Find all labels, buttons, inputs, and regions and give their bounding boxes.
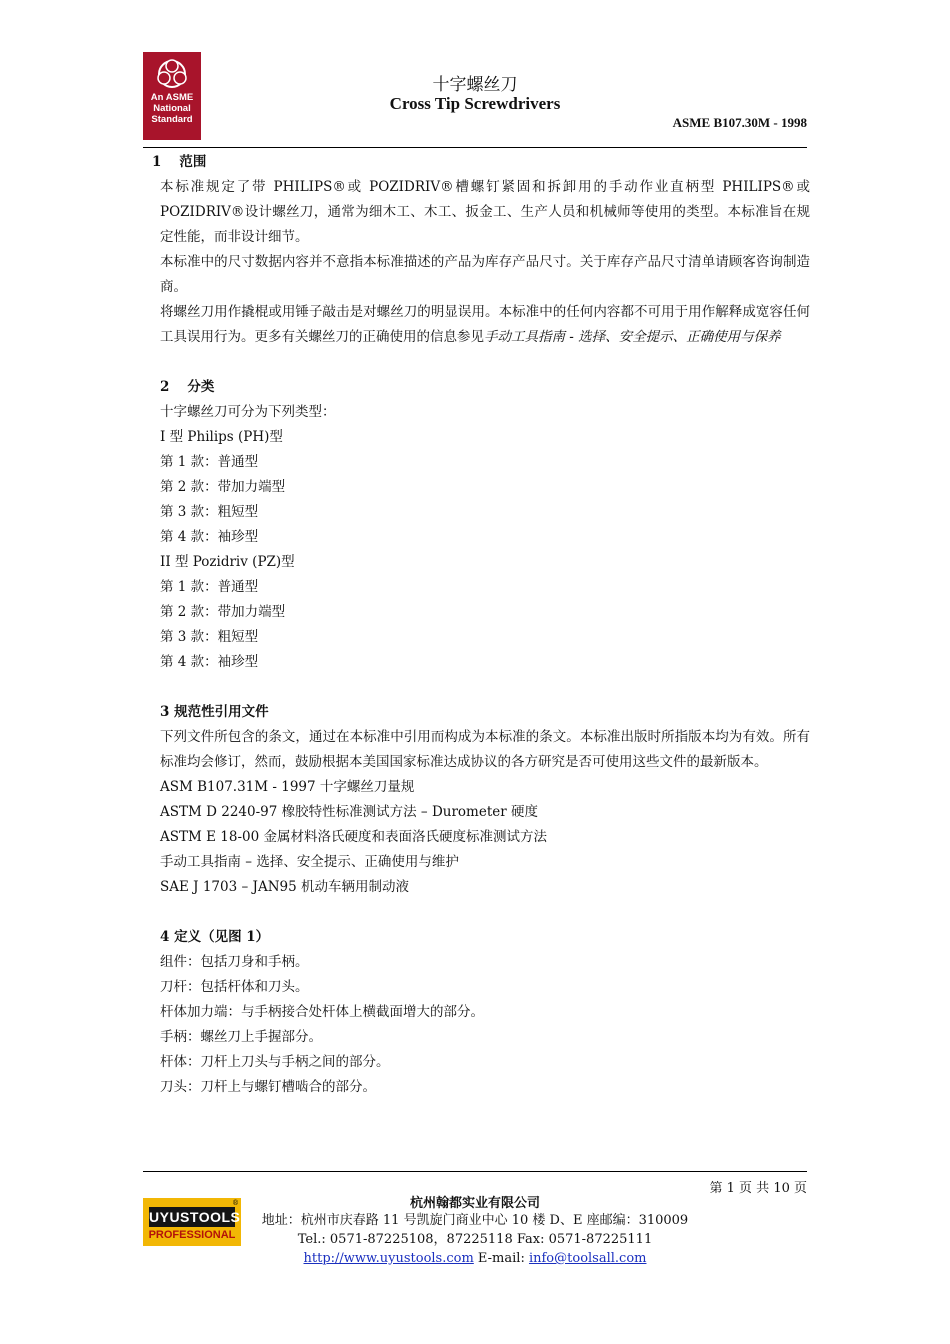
reference-item: 手动工具指南 – 选择、安全提示、正确使用与维护 xyxy=(160,854,459,870)
definition-item: 杆体加力端：与手柄接合处杆体上横截面增大的部分。 xyxy=(160,1004,484,1020)
section-2-line: 第 3 款：粗短型 xyxy=(160,504,259,520)
definition-item: 手柄：螺丝刀上手握部分。 xyxy=(160,1029,322,1045)
section-2-line: 第 3 款：粗短型 xyxy=(160,629,259,645)
logo-line-3: Standard xyxy=(151,114,193,125)
reference-item: ASM B107.31M - 1997 十字螺丝刀量规 xyxy=(160,779,415,795)
phone-fax: Tel.: 0571-87225108，87225118 Fax: 0571-87225111 xyxy=(297,1232,653,1247)
reference-item: ASTM D 2240-97 橡胶特性标准测试方法 – Durometer 硬度 xyxy=(160,804,538,820)
section-1-paragraph-2: 本标准中的尺寸数据内容并不意指本标准描述的产品为库存产品尺寸。关于库存产品尺寸清单请顾客咨询制造商。 xyxy=(160,254,810,295)
document-title-cn: 十字螺丝刀 xyxy=(432,75,518,95)
page-number: 第 1 页 共 10 页 xyxy=(709,1181,807,1196)
logo-line-1: An ASME xyxy=(150,92,194,103)
section-2-line: 第 2 款：带加力端型 xyxy=(160,604,286,620)
document-body xyxy=(152,150,810,1100)
company-name: 杭州翰都实业有限公司 xyxy=(409,1196,540,1211)
section-2-line: 第 2 款：带加力端型 xyxy=(160,479,286,495)
section-1-paragraph-1: 本标准规定了带 PHILIPS®或 POZIDRIV®槽螺钉紧固和拆卸用的手动作业直柄型 PHILIPS®或POZIDRIV®设计螺丝刀，通常为细木工、木工、扳金工、生产人员和机械师等使用的类型。本标准旨在规定性能，而非设计细节。 xyxy=(160,179,810,245)
website-link[interactable]: http://www.uyustools.com xyxy=(303,1251,474,1266)
section-2-line: 十字螺丝刀可分为下列类型： xyxy=(160,404,336,420)
section-2-line: I 型 Philips (PH)型 xyxy=(160,429,283,445)
email-link[interactable]: info@toolsall.com xyxy=(528,1251,647,1266)
address: 地址：杭州市庆春路 11 号凯旋门商业中心 10 楼 D、E 座邮编：310009 xyxy=(261,1213,689,1228)
contact-block xyxy=(0,1211,950,1268)
registered-icon: ® xyxy=(232,1199,239,1207)
section-1-paragraph-3: 将螺丝刀用作撬棍或用锤子敲击是对螺丝刀的明显误用。本标准中的任何内容都不可用于用作解释成宽容任何工具误用行为。更多有关螺丝刀的正确使用的信息参见手动工具指南 - 选择、安全提示、正确使用与保养 xyxy=(160,304,810,345)
section-3-heading: 3 规范性引用文件 xyxy=(160,704,269,720)
web-email xyxy=(0,1249,950,1268)
header-rule xyxy=(143,147,807,148)
section-2-line: 第 1 款：普通型 xyxy=(160,579,259,595)
definition-item: 杆体：刀杆上刀头与手柄之间的部分。 xyxy=(160,1054,390,1070)
section-3-paragraph: 下列文件所包含的条文，通过在本标准中引用而构成为本标准的条文。本标准出版时所指版本均为有效。所有标准均会修订，然而，鼓励根据本美国国家标准达成协议的各方研究是否可使用这些文件的最新版本。 xyxy=(160,729,810,770)
definition-item: 刀杆：包括杆体和刀头。 xyxy=(160,979,309,995)
section-2-line: 第 4 款：袖珍型 xyxy=(160,529,259,545)
logo-wordmark: UYUSTOOLS xyxy=(149,1209,241,1225)
section-2-heading: 2 分类 xyxy=(160,379,215,395)
document-title-en: Cross Tip Screwdrivers xyxy=(389,94,561,113)
email-label: E-mail: xyxy=(473,1251,529,1266)
section-4-heading: 4 定义（见图 1） xyxy=(160,929,270,945)
reference-item: ASTM E 18-00 金属材料洛氏硬度和表面洛氏硬度标准测试方法 xyxy=(160,829,547,845)
manual-reference: 手动工具指南 - 选择、安全提示、正确使用与保养 xyxy=(484,329,781,345)
logo-line-2: National xyxy=(153,103,191,114)
standard-number: ASME B107.30M - 1998 xyxy=(672,115,807,130)
reference-item: SAE J 1703 – JAN95 机动车辆用制动液 xyxy=(160,879,409,895)
footer-rule xyxy=(143,1171,807,1172)
definition-item: 组件：包括刀身和手柄。 xyxy=(160,954,309,970)
section-2-line: 第 1 款：普通型 xyxy=(160,454,259,470)
section-1-heading: 1 范围 xyxy=(152,154,207,170)
section-2-line: II 型 Pozidriv (PZ)型 xyxy=(160,554,295,570)
definition-item: 刀头：刀杆上与螺钉槽啮合的部分。 xyxy=(160,1079,376,1095)
logo-tagline: PROFESSIONAL xyxy=(148,1229,236,1241)
section-2-line: 第 4 款：袖珍型 xyxy=(160,654,259,670)
